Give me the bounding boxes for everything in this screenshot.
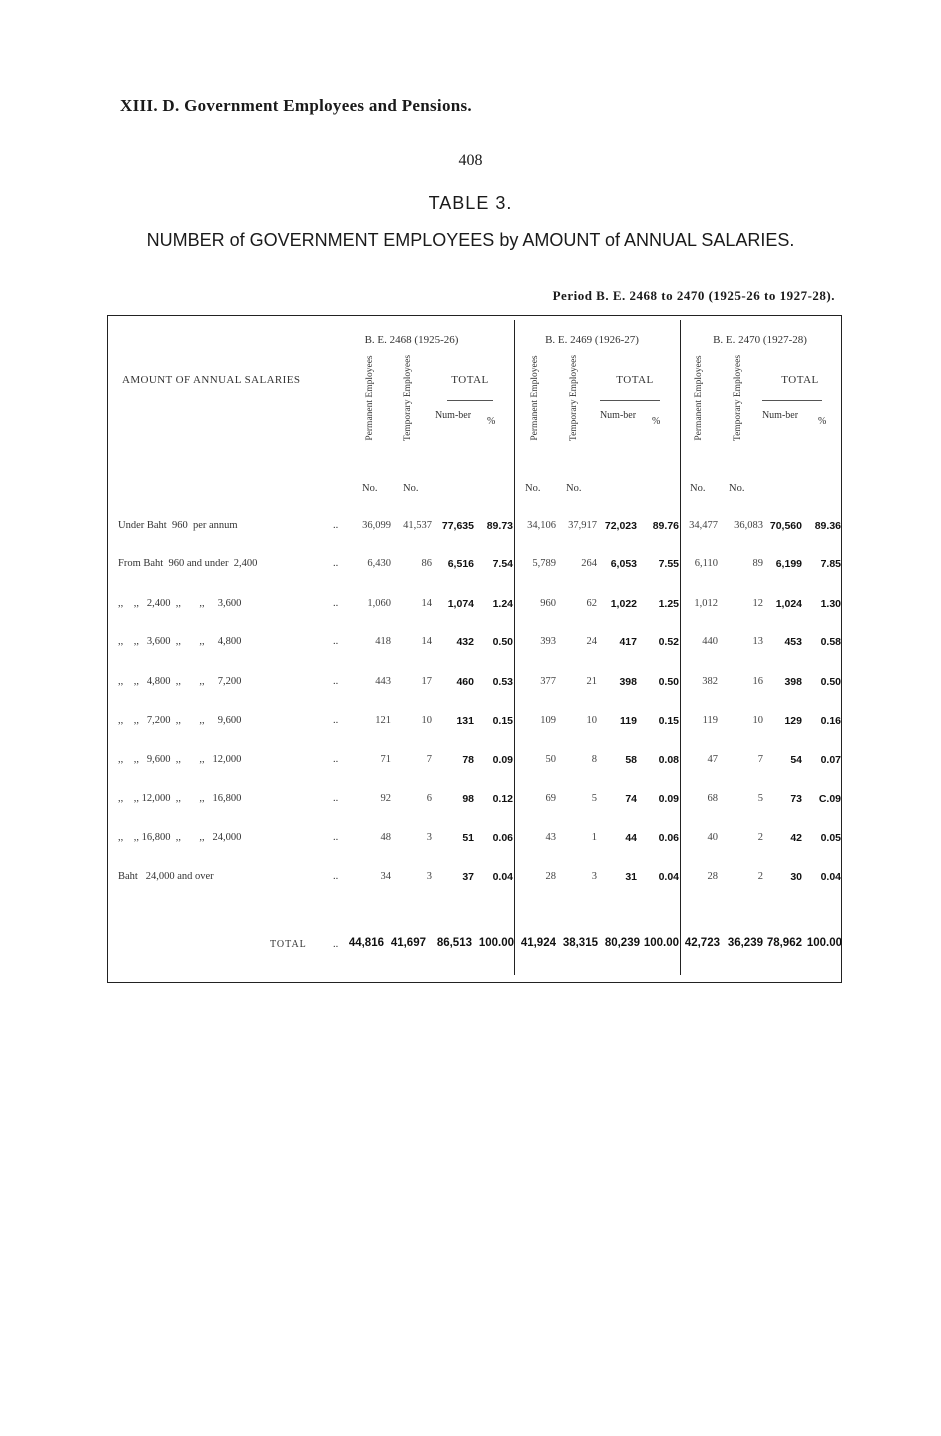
table-cell: 7 [426,754,432,765]
table-cell: 36,099 [362,520,391,531]
table-cell: 0.06 [492,832,513,844]
temporary-header: Temporary Employees [403,354,413,442]
table-cell: 2 [757,871,763,882]
table-cell: 3 [426,832,432,843]
table-cell: 37 [462,871,474,883]
percent-header: % [818,416,827,427]
table-cell: 1,022 [610,598,637,610]
leader-dots: .. [333,871,339,882]
table-cell: 6,053 [610,558,637,570]
table-cell: 0.50 [820,676,841,688]
table-cell: 7 [757,754,763,765]
row-label: ,, ,, 12,000 ,, ,, 16,800 [118,793,242,804]
table-cell: 28 [707,871,718,882]
table-cell: 42,723 [684,937,720,949]
unit-label: No. [403,483,419,494]
table-cell: 6,110 [694,558,718,569]
table-cell: 73 [790,793,802,805]
table-cell: 69 [545,793,556,804]
table-cell: 1,060 [367,598,391,609]
table-cell: 16 [752,676,763,687]
table-cell: 5,789 [532,558,556,569]
table-cell: 68 [707,793,718,804]
leader-dots: .. [333,832,339,843]
table-cell: 0.12 [492,793,513,805]
group-header-2469: B. E. 2469 (1926-27) [545,334,639,346]
number-header: Num-ber [434,410,472,421]
temporary-header: Temporary Employees [569,354,579,442]
table-cell: 21 [586,676,597,687]
table-cell: 30 [790,871,802,883]
table-cell: 6 [426,793,432,804]
table-cell: 28 [545,871,556,882]
row-label: ,, ,, 3,600 ,, ,, 4,800 [118,636,242,647]
table-cell: 1.30 [820,598,841,610]
table-cell: 78,962 [766,937,802,949]
table-cell: 432 [456,636,474,648]
table-cell: 417 [619,636,637,648]
percent-header: % [652,416,661,427]
table-cell: 89.76 [652,520,679,532]
table-cell: 1.25 [658,598,679,610]
unit-label: No. [525,483,541,494]
table-cell: 0.04 [658,871,679,883]
leader-dots: .. [333,793,339,804]
table-cell: 100.00 [643,937,679,949]
table-cell: 1,012 [694,598,718,609]
table-cell: 398 [784,676,802,688]
table-cell: 89 [752,558,763,569]
table-title: NUMBER of GOVERNMENT EMPLOYEES by AMOUNT of ANNUAL SALARIES. [146,230,795,250]
total-header: TOTAL [451,374,489,386]
unit-label: No. [566,483,582,494]
table-cell: 5 [757,793,763,804]
table-cell: 14 [421,598,432,609]
table-cell: 48 [380,832,391,843]
table-cell: 377 [540,676,556,687]
table-cell: 77,635 [441,520,474,532]
table-cell: 43 [545,832,556,843]
permanent-header: Permanent Employees [694,355,704,441]
table-cell: 78 [462,754,474,766]
table-cell: 3 [426,871,432,882]
table-cell: 0.53 [492,676,513,688]
table-cell: 86,513 [436,937,472,949]
table-cell: 6,516 [447,558,474,570]
table-cell: 24 [586,636,597,647]
table-cell: 382 [702,676,718,687]
row-label: ,, ,, 4,800 ,, ,, 7,200 [118,676,242,687]
table-cell: 0.58 [820,636,841,648]
table-cell: 10 [752,715,763,726]
row-label: ,, ,, 7,200 ,, ,, 9,600 [118,715,242,726]
table-cell: 62 [586,598,597,609]
table-cell: 453 [784,636,802,648]
row-label: Under Baht 960 per annum [118,520,238,531]
table-cell: 42 [790,832,802,844]
table-cell: 17 [421,676,432,687]
table-cell: 264 [581,558,597,569]
unit-label: No. [690,483,706,494]
table-cell: 5 [591,793,597,804]
table-cell: 0.52 [658,636,679,648]
table-cell: 109 [540,715,556,726]
table-cell: 80,239 [604,937,640,949]
table-label: TABLE 3. [428,193,513,213]
row-header: AMOUNT OF ANNUAL SALARIES [122,374,301,386]
table-cell: 418 [375,636,391,647]
table-cell: 119 [702,715,718,726]
table-cell: 71 [380,754,391,765]
period-line: Period B. E. 2468 to 2470 (1925-26 to 1927-28). [552,288,835,303]
table-cell: 34 [380,871,391,882]
table-cell: 37,917 [568,520,597,531]
row-label: ,, ,, 2,400 ,, ,, 3,600 [118,598,242,609]
permanent-header: Permanent Employees [365,355,375,441]
table-cell: 0.04 [492,871,513,883]
table-cell: 0.09 [492,754,513,766]
table-cell: 7.85 [820,558,841,570]
group-divider [680,320,681,975]
table-cell: 129 [784,715,802,727]
table-cell: 98 [462,793,474,805]
table-cell: 86 [421,558,432,569]
table-cell: 36,239 [727,937,763,949]
header-rule [600,400,660,401]
table-cell: 393 [540,636,556,647]
table-cell: 74 [625,793,637,805]
temporary-header: Temporary Employees [733,354,743,442]
table-cell: 89.73 [486,520,513,532]
table-cell: 100.00 [478,937,514,949]
table-cell: 58 [625,754,637,766]
table-cell: 440 [702,636,718,647]
leader-dots: .. [333,598,339,609]
group-header-2468: B. E. 2468 (1925-26) [364,334,459,346]
table-cell: 121 [375,715,391,726]
table-cell: 460 [456,676,474,688]
table-cell: 443 [375,676,391,687]
leader-dots: .. [333,754,339,765]
table-cell: 100.00 [806,937,842,949]
table-cell: 0.50 [658,676,679,688]
table-cell: 960 [540,598,556,609]
table-cell: 6,430 [367,558,391,569]
table-cell: 7.55 [658,558,679,570]
table-cell: 70,560 [769,520,802,532]
leader-dots: .. [333,558,339,569]
header-rule [447,400,493,401]
unit-label: No. [729,483,745,494]
table-cell: 0.16 [820,715,841,727]
table-cell: 1,074 [447,598,474,610]
number-header: Num-ber [599,410,637,421]
leader-dots: .. [333,715,339,726]
total-header: TOTAL [781,374,819,386]
table-cell: 0.06 [658,832,679,844]
table-cell: 12 [752,598,763,609]
table-cell: 41,924 [520,937,556,949]
table-cell: 8 [591,754,597,765]
table-cell: 0.15 [492,715,513,727]
table-cell: 72,023 [604,520,637,532]
table-cell: 1,024 [775,598,802,610]
row-label: Baht 24,000 and over [118,871,214,882]
table-cell: 1.24 [492,598,513,610]
table-cell: 36,083 [734,520,763,531]
table-cell: 1 [591,832,597,843]
table-cell: 3 [591,871,597,882]
row-label: ,, ,, 9,600 ,, ,, 12,000 [118,754,242,765]
unit-label: No. [362,483,378,494]
page-number: 408 [458,152,483,169]
permanent-header: Permanent Employees [530,355,540,441]
total-header: TOTAL [616,374,654,386]
table-cell: 40 [707,832,718,843]
table-cell: 0.09 [658,793,679,805]
table-cell: 44,816 [348,937,384,949]
number-header: Num-ber [761,410,799,421]
table-cell: 54 [790,754,802,766]
table-cell: 34,477 [689,520,718,531]
section-title: XIII. D. Government Employees and Pensions. [120,96,472,115]
table-cell: 398 [619,676,637,688]
table-cell: 34,106 [527,520,556,531]
leader-dots: .. [333,636,339,647]
table-cell: 0.08 [658,754,679,766]
table-cell: 41,697 [390,937,426,949]
table-cell: 0.05 [820,832,841,844]
table-cell: 31 [625,871,637,883]
table-cell: 41,537 [403,520,432,531]
table-cell: 131 [456,715,474,727]
table-cell: 7.54 [492,558,513,570]
table-cell: 10 [421,715,432,726]
group-header-2470: B. E. 2470 (1927-28) [713,334,807,346]
table-cell: 14 [421,636,432,647]
percent-header: % [487,416,496,427]
table-cell: 13 [752,636,763,647]
table-cell: 50 [545,754,556,765]
table-cell: 0.04 [820,871,841,883]
table-cell: 92 [380,793,391,804]
leader-dots: .. [333,520,339,531]
leader-dots: .. [333,676,339,687]
table-cell: 89.36 [814,520,841,532]
leader-dots: .. [333,939,339,950]
table-cell: 51 [462,832,474,844]
group-divider [514,320,515,975]
table-cell: 38,315 [562,937,598,949]
table-cell: 119 [620,715,637,727]
table-cell: C.09 [818,793,841,805]
row-label: ,, ,, 16,800 ,, ,, 24,000 [118,832,242,843]
table-cell: 10 [586,715,597,726]
table-cell: 47 [707,754,718,765]
row-label: From Baht 960 and under 2,400 [118,558,258,569]
table-cell: 2 [757,832,763,843]
table-cell: 0.15 [658,715,679,727]
table-cell: 0.50 [492,636,513,648]
total-label: TOTAL [270,939,307,950]
header-rule [762,400,822,401]
table-cell: 44 [625,832,637,844]
table-cell: 0.07 [820,754,841,766]
table-cell: 6,199 [775,558,802,570]
